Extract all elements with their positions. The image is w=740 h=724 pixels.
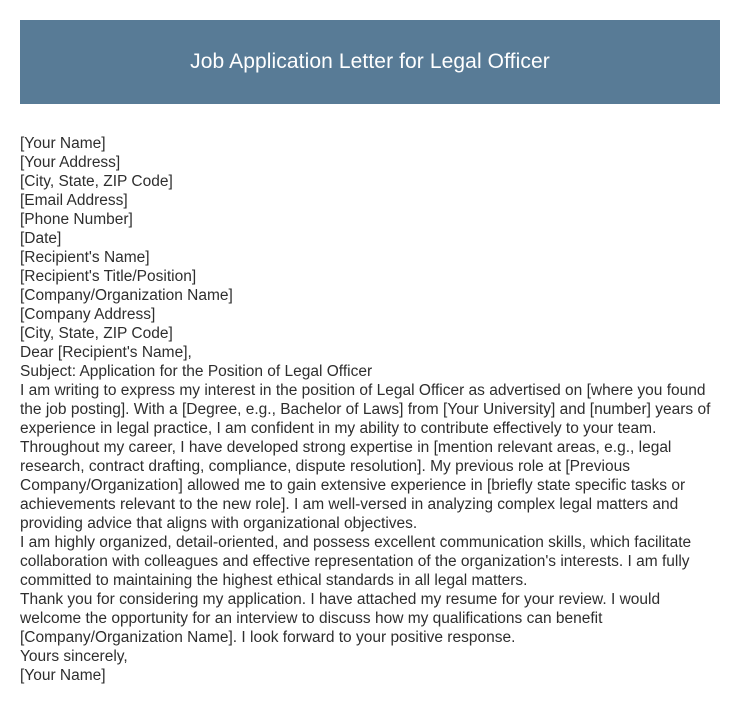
paragraph-experience: Throughout my career, I have developed strong expertise in [mention relevant areas, e.g., legal research, contract drafting, compliance, dispute resolution]. My previous role at [Previous Company/Organization] allowed me to gain extensive experience in [briefly state specific tasks or achievements relevant to the new role]. I am well-versed in analyzing complex legal matters and providing advice that aligns with organizational objectives. (20, 439, 686, 532)
complimentary-close: Yours sincerely, (20, 648, 128, 665)
sender-email: [Email Address] (20, 192, 128, 209)
sender-phone: [Phone Number] (20, 211, 133, 228)
page-title: Job Application Letter for Legal Officer (190, 50, 550, 73)
subject-line: Subject: Application for the Position of Legal Officer (20, 363, 373, 380)
recipient-title: [Recipient's Title/Position] (20, 268, 197, 285)
recipient-name: [Recipient's Name] (20, 249, 150, 266)
sender-city-state-zip: [City, State, ZIP Code] (20, 173, 173, 190)
page-header (20, 20, 720, 104)
recipient-address: [Company Address] (20, 306, 156, 323)
paragraph-closing: Thank you for considering my application. I have attached my resume for your review. I would welcome the opportunity for an interview to discuss how my qualifications can benefit [Company/Organization Name]. I look forward to your positive response. (20, 591, 661, 646)
recipient-organization: [Company/Organization Name] (20, 287, 233, 304)
signature-name: [Your Name] (20, 667, 106, 684)
letter-date: [Date] (20, 230, 62, 247)
letter-body (20, 134, 720, 685)
sender-name: [Your Name] (20, 135, 106, 152)
paragraph-skills: I am highly organized, detail-oriented, and possess excellent communication skills, which facilitate collaboration with colleagues and effective representation of the organization's interests. I am fully committed to maintaining the highest ethical standards in all legal matters. (20, 534, 692, 589)
salutation: Dear [Recipient's Name], (20, 344, 192, 361)
sender-address: [Your Address] (20, 154, 121, 171)
recipient-city-state-zip: [City, State, ZIP Code] (20, 325, 173, 342)
paragraph-interest: I am writing to express my interest in the position of Legal Officer as advertised on [where you found the job posting]. With a [Degree, e.g., Bachelor of Laws] from [Your University] and [number] years of experience in legal practice, I am confident in my ability to contribute effectively to your team. (20, 382, 711, 437)
